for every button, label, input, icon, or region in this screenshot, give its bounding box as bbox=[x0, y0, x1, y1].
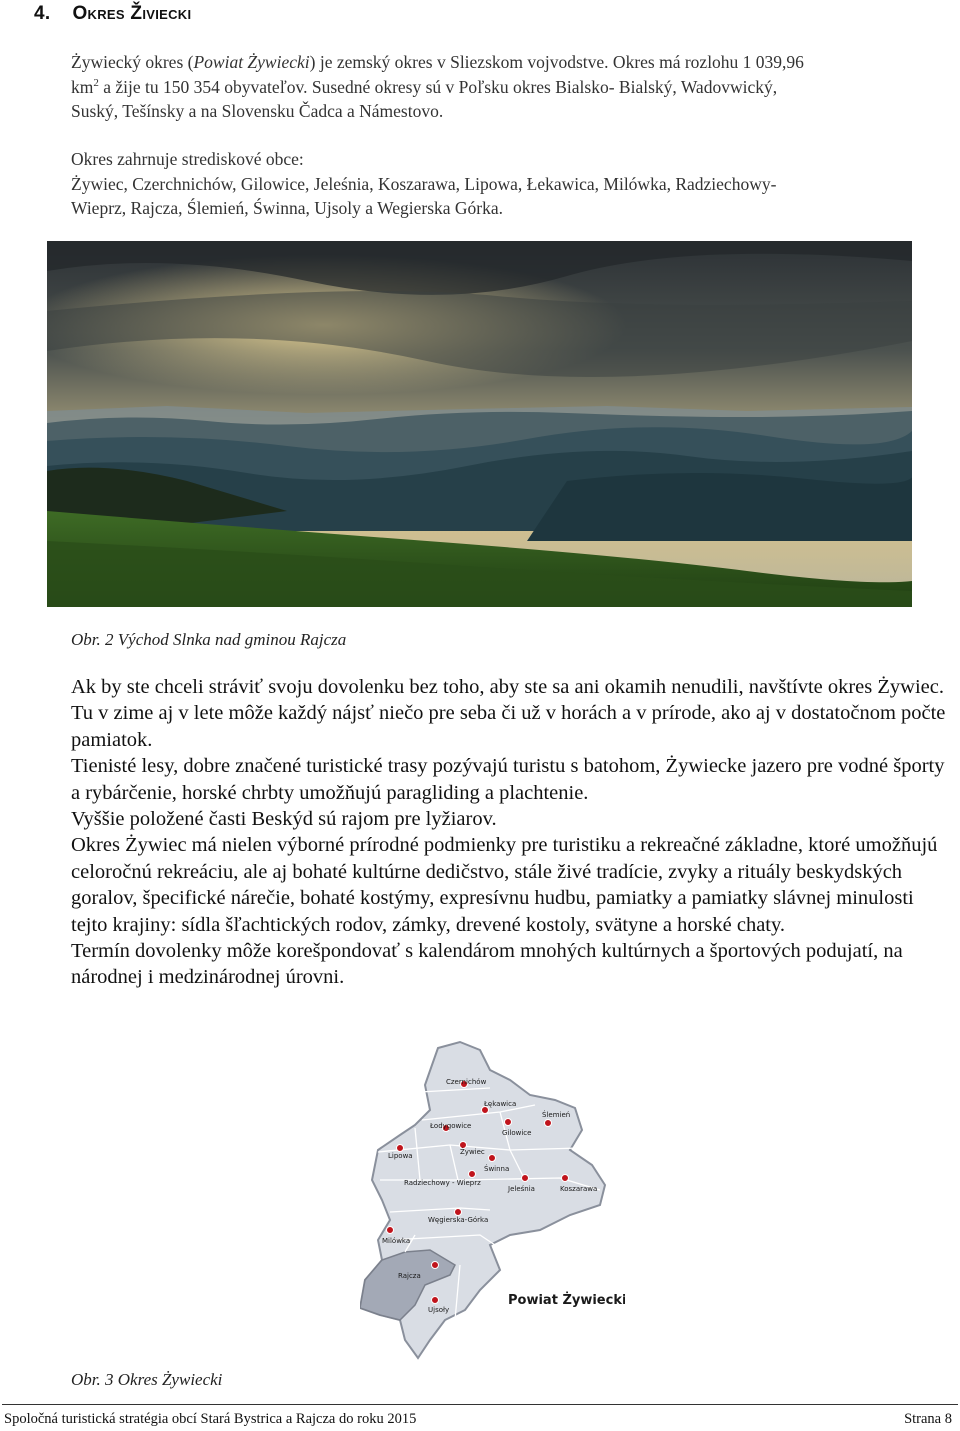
map-label: Ślemień bbox=[542, 1111, 571, 1119]
page-number: Strana 8 bbox=[904, 1411, 952, 1427]
photo-caption: Obr. 2 Východ Slnka nad gminou Rajcza bbox=[71, 630, 347, 649]
map-label: Lipowa bbox=[388, 1152, 413, 1160]
body-paragraph: Ak by ste chceli stráviť svoju dovolenku bez toho, aby ste sa ani okamih nenudili, navštívte okres Żywiec. Tu v zime aj v lete môže každý nájsť niečo pre seba či už v horách a v prírode, ako aj v dostatočnom počte pamiatok. bbox=[71, 676, 946, 751]
centers-label: Okres zahrnuje strediskové obce: bbox=[71, 149, 304, 169]
footer-title: Spoločná turistická stratégia obcí Stará Bystrica a Rajcza do roku 2015 bbox=[4, 1411, 417, 1427]
map-label: Rajcza bbox=[398, 1272, 421, 1280]
map-label: Żywiec bbox=[460, 1148, 485, 1156]
map-label: Jeleśnia bbox=[508, 1185, 535, 1193]
body-paragraph: Vyššie položené časti Beskýd sú rajom pre lyžiarov. bbox=[71, 808, 497, 831]
map-label: Węgierska-Górka bbox=[428, 1216, 489, 1224]
map-title: Powiat Żywiecki bbox=[508, 1293, 625, 1308]
footer-divider bbox=[2, 1404, 958, 1405]
map-label: Czernichów bbox=[446, 1078, 487, 1086]
body-text bbox=[71, 674, 946, 991]
map-label: Milówka bbox=[382, 1237, 411, 1245]
centers-list-1: Żywiec, Czerchnichów, Gilowice, Jeleśnia, Koszarawa, Lipowa, Łekawica, Milówka, Radziechowy- bbox=[71, 173, 777, 194]
district-map bbox=[360, 1040, 625, 1360]
intro-polish-name: Powiat Żywiecki bbox=[193, 52, 310, 72]
map-label: Koszarawa bbox=[560, 1185, 598, 1193]
section-number: 4. bbox=[34, 3, 51, 24]
map-label: Łodygowice bbox=[430, 1122, 472, 1130]
map-label: Gilowice bbox=[502, 1129, 532, 1137]
body-paragraph: Okres Żywiec má nielen výborné prírodné podmienky pre turistiku a rekreačné základne, ktoré umožňujú celoročnú rekreáciu, ale aj bohaté kultúrne dedičstvo, stále živé tradície, zvyky a rituály beskydských goralov, špecifické nárečie, bohaté kostýmy, expresívnu hudbu, pamiatky a pamiatky slávnej minulosti tejto krajiny: sídla šľachtických rodov, zámky, drevené kostoly, svätyne a horské chaty. bbox=[71, 834, 938, 936]
centers-paragraph bbox=[71, 147, 931, 221]
centers-list-2: Wieprz, Rajcza, Ślemień, Świnna, Ujsoly a Wegierska Górka. bbox=[71, 198, 504, 218]
map-label: Radziechowy - Wieprz bbox=[404, 1179, 481, 1187]
body-paragraph: Tienisté lesy, dobre značené turistické trasy pozývajú turistu s batohom, Żywiecke jazero pre vodné športy a rybárčenie, horské chrbty umožňujú paragliding a plachtenie. bbox=[71, 755, 945, 804]
map-label: Świnna bbox=[484, 1165, 510, 1173]
map-caption: Obr. 3 Okres Żywiecki bbox=[71, 1370, 223, 1389]
map-label: Ujsoły bbox=[428, 1306, 450, 1314]
section-title: Okres Živiecki bbox=[72, 3, 192, 24]
intro-paragraph: Żywiecký okres (Powiat Żywiecki) je zemský okres v Sliezskom vojvodstve. Okres má rozlohu 1 039,96 $km^2$ a žije tu 150 354 obyvateľov. Susedné okresy sú v Poľsku okres Bialsko- Bialský, Wadovwický, Suský, Tešínsky a na Slovensku Čadca a Námestovo. bbox=[71, 52, 804, 121]
sunrise-photo bbox=[47, 241, 912, 607]
body-paragraph: Termín dovolenky môže korešpondovať s kalendárom mnohých kultúrnych a športových podujatí, na národnej i medzinárodnej úrovni. bbox=[71, 940, 903, 989]
section-heading bbox=[34, 3, 191, 25]
map-label: Łękawica bbox=[484, 1100, 517, 1108]
